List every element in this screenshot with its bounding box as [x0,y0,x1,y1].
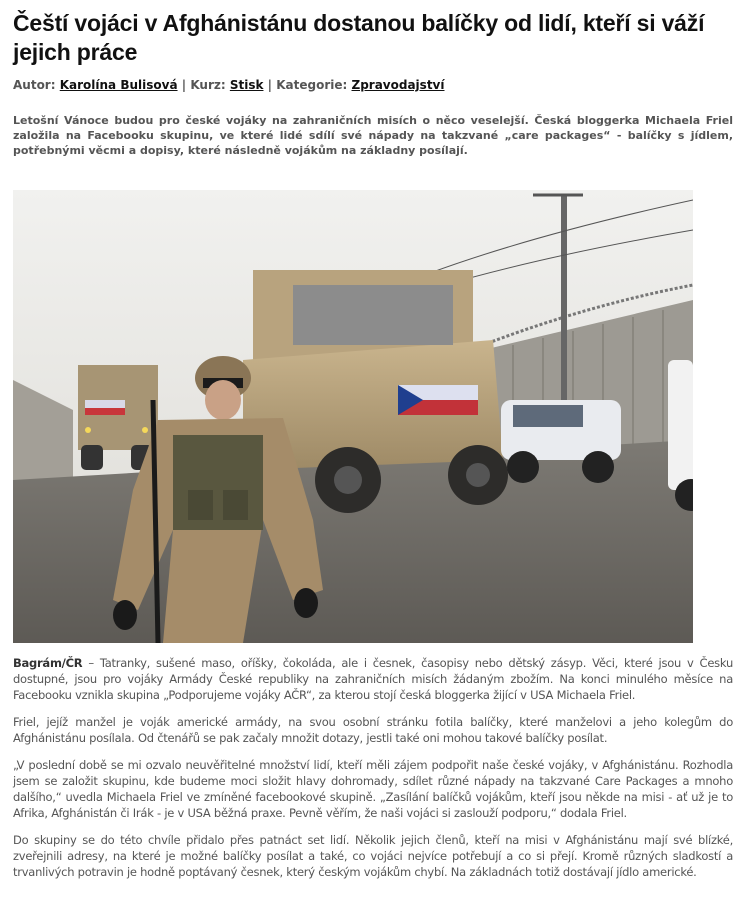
dateline: Bagrám/ČR [13,656,83,670]
paragraph: Friel, jejíž manžel je voják americké armády, na svou osobní stránku fotila balíčky, které manželovi a jeho kolegům do Afghánistánu posílala. Od čtenářů se pak začaly množit dotazy, jestli také oni mohou takové balíčky posílat. [13,715,733,745]
course-label: Kurz: [190,78,226,92]
category-label: Kategorie: [276,78,348,92]
article-photo [13,190,693,643]
paragraph [13,655,733,703]
meta-separator: | [267,78,273,92]
article-meta [13,78,445,92]
paragraph: „V poslední době se mi ozvalo neuvěřitelné množství lidí, kteří měli zájem podpořit naše české vojáky, v Afghánistánu. Rozhodla jsem se založit skupinu, kde budeme moci složit hlavy dohromady, sdílet různé nápady na takzvané Care Packages a mnoho dalšího,“ uvedla Michaela Friel ve zmíněné facebookové skupině. „Zasílání balíčků vojákům, kteří jsou někde na misi - ať už je to Afrika, Afghánistán či Irák - je v USA běžná praxe. Pevně věřím, že naši vojáci si zaslouží podporu,“ dodala Friel. [13,758,733,820]
paragraph-text: – Tatranky, sušené maso, oříšky, čokoláda, ale i česnek, časopisy nebo dětský zásyp. Věci, které jsou v Česku dostupné, jsou pro vojáky Armády České republiky na zahraničních misích žádaným zbožím. Na konci minulého měsíce na Facebooku vznikla skupina „Podporujeme vojáky AČR“, za kterou stojí česká bloggerka žijící v USA Michaela Friel. [13,656,733,702]
author-label: Autor: [13,78,56,92]
article-body [13,655,733,891]
article-title: Čeští vojáci v Afghánistánu dostanou balíčky od lidí, kteří si váží jejich práce [13,10,705,65]
article-perex: Letošní Vánoce budou pro české vojáky na zahraničních misích o něco veselejší. Česká bloggerka Michaela Friel založila na Facebooku skupinu, ve které lidé sdílí své nápady na takzvané „care packages“ - balíčky s jídlem, potřebnými věcmi a dopisy, které následně vojákům na základny posílají. [13,114,733,157]
author-link[interactable]: Karolína Bulisová [59,78,178,92]
category-link[interactable]: Zpravodajství [351,78,445,92]
paragraph: Do skupiny se do této chvíle přidalo přes patnáct set lidí. Několik jejich členů, kteří na misi v Afghánistánu mají své blízké, zveřejnili adresy, na které je možné balíčky posílat a také, co vojáci nejvíce potřebují a co si přejí. Kromě různých sladkostí a trvanlivých potravin je hodně poptávaný česnek, který českým vojákům chybí. Na základnách totiž dostávají jídlo americké. [13,833,733,879]
course-link[interactable]: Stisk [229,78,264,92]
meta-separator: | [181,78,187,92]
